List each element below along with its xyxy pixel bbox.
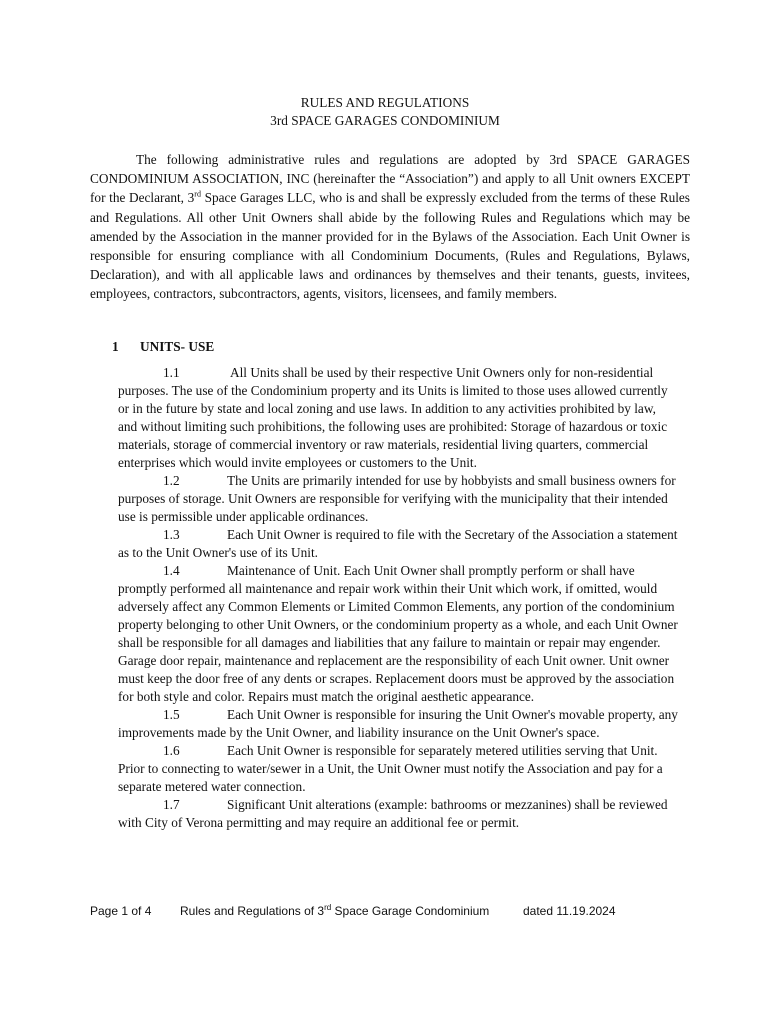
rule-text: Each Unit Owner is responsible for insuring the Unit Owner's movable property, any improvements made by the Unit Owner, and liability insurance on the Unit Owner's space. xyxy=(118,707,678,740)
intro-superscript: rd xyxy=(194,189,201,199)
section-body xyxy=(118,364,678,832)
rule-number: 1.6 xyxy=(163,743,180,758)
rule-item xyxy=(118,364,678,472)
intro-paragraph xyxy=(90,150,690,304)
rule-text: Each Unit Owner is required to file with the Secretary of the Association a statement as to the Unit Owner's use of its Unit. xyxy=(118,527,678,560)
rule-number: 1.7 xyxy=(163,797,180,812)
rule-text: Significant Unit alterations (example: bathrooms or mezzanines) shall be reviewed with City of Verona permitting and may require an additional fee or permit. xyxy=(118,797,668,830)
rule-item xyxy=(118,742,678,796)
rule-number: 1.4 xyxy=(163,563,180,578)
rule-number: 1.1 xyxy=(163,365,180,380)
footer-title-superscript: rd xyxy=(324,903,332,912)
rule-item xyxy=(118,526,678,562)
footer-title-part1: Rules and Regulations of 3 xyxy=(180,904,325,918)
page-number: Page 1 of 4 xyxy=(90,904,152,918)
rule-item xyxy=(118,562,678,706)
section-title: UNITS- USE xyxy=(140,339,215,354)
rule-number: 1.2 xyxy=(163,473,180,488)
intro-text-part1: The following administrative rules and regulations are adopted by 3rd SPACE GARAGES CONDOMINIUM ASSOCIATION, INC (hereinafter the “Association”) and apply to all Unit owners EXCEPT for the Declarant, 3 xyxy=(90,152,690,206)
rule-text: Maintenance of Unit. Each Unit Owner shall promptly perform or shall have promptly performed all maintenance and repair work within their Unit which work, if omitted, would adversely affect any Common Elements or Limited Common Elements, any portion of the condominium property belonging to other Unit Owners, or the condominium property as a whole, and each Unit Owner shall be responsible for all damages and liabilities that any failure to maintain or repair may engender. Garage door repair, maintenance and replacement are the responsibility of each Unit owner. Unit owner must keep the door free of any dents or scrapes. Replacement doors must be approved by the association for both style and color. Repairs must match the original aesthetic appearance. xyxy=(118,563,678,704)
footer-doc-title xyxy=(180,903,489,919)
intro-text-part2: Space Garages LLC, who is and shall be expressly excluded from the terms of these Rules and Regulations. All other Unit Owners shall abide by the following Rules and Regulations which may be amended by the Association in the manner provided for in the Bylaws of the Association. Each Unit Owner is responsible for ensuring compliance with all Condominium Documents, (Rules and Regulations, Bylaws, Declaration), and with all applicable laws and ordinances by themselves and their tenants, guests, invitees, employees, contractors, subcontractors, agents, visitors, licensees, and family members. xyxy=(90,190,690,302)
section-heading xyxy=(112,338,214,356)
rule-text: Each Unit Owner is responsible for separately metered utilities serving that Unit. Prior to connecting to water/sewer in a Unit, the Unit Owner must notify the Association and pay for a separate metered water connection. xyxy=(118,743,663,794)
rule-number: 1.5 xyxy=(163,707,180,722)
footer-date: dated 11.19.2024 xyxy=(523,904,616,918)
rule-item xyxy=(118,706,678,742)
document-title: RULES AND REGULATIONS xyxy=(300,95,470,110)
document-subtitle: 3rd SPACE GARAGES CONDOMINIUM xyxy=(270,113,500,128)
rule-text: All Units shall be used by their respective Unit Owners only for non-residential purposes. The use of the Condominium property and its Units is limited to those uses allowed currently or in the future by state and local zoning and use laws. In addition to any activities prohibited by law, and without limiting such prohibitions, the following uses are prohibited: Storage of hazardous or toxic materials, storage of commercial inventory or raw materials, residential living quarters, commercial enterprises which would invite employees or customers to the Unit. xyxy=(118,365,668,470)
footer-title-part2: Space Garage Condominium xyxy=(331,904,490,918)
rule-text: The Units are primarily intended for use by hobbyists and small business owners for purposes of storage. Unit Owners are responsible for verifying with the municipality that their intended use is permissible under applicable ordinances. xyxy=(118,473,676,524)
rule-item xyxy=(118,796,678,832)
rule-number: 1.3 xyxy=(163,527,180,542)
section-number: 1 xyxy=(112,339,119,354)
rule-item xyxy=(118,472,678,526)
